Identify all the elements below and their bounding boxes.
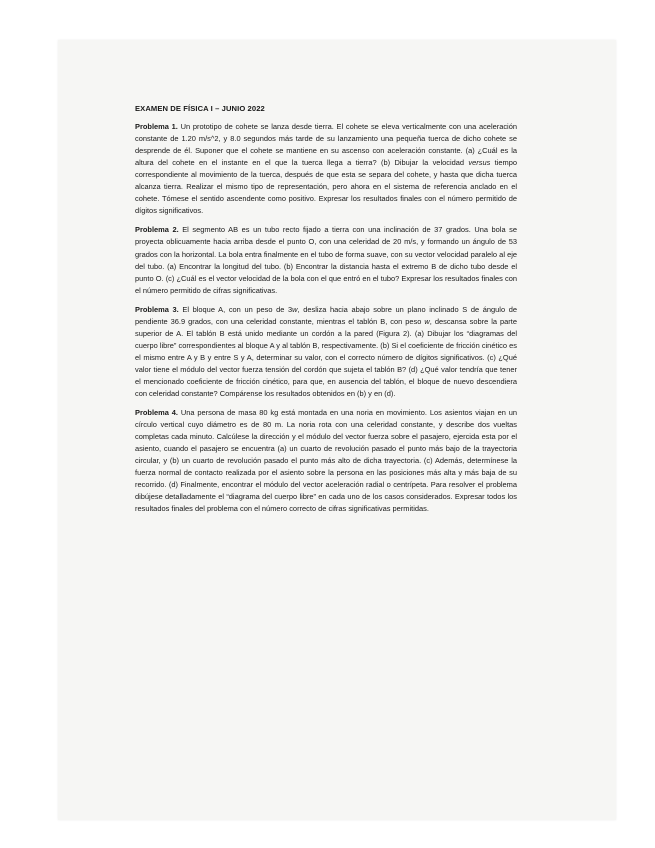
exam-content [135,103,517,523]
problem-2-label: Problema 2. [135,225,179,235]
problem-3-text-b: , desliza hacia abajo sobre un plano inclinado S de ángulo de pendiente 36.9 grados, con una celeridad constante, mientras el tablón B, con peso [135,304,517,326]
exam-title: EXAMEN DE FÍSICA I – JUNIO 2022 [135,104,265,113]
problem-1-text-a: Un prototipo de cohete se lanza desde tierra. El cohete se eleva verticalmente con una aceleración constante de 1.20 m/s^2, y 8.0 segundos más tarde de su lanzamiento una pequeña tuerca de dicho cohete se desprende de él. Suponer que el cohete se mantiene en su ascenso con aceleración constante. (a) ¿Cuál es la altura del cohete en el instante en el que la tuerca llega a tierra? (b) Dibujar la velocidad [135,122,517,168]
problem-4-text: Una persona de masa 80 kg está montada en una noria en movimiento. Los asientos viajan en un círculo vertical cuyo diámetro es de 80 m. La noria rota con una celeridad constante, y describe dos vueltas completas cada minuto. Calcúlese la dirección y el módulo del vector fuerza sobre el pasajero, ejercida esta por el asiento, cuando el pasajero se encuentra (a) un cuarto de revolución pasado el punto más bajo de la trayectoria circular, y (b) un cuarto de revolución pasado el punto más alto de dicha trayectoria. (c) Además, determínese la fuerza normal de contacto realizada por el asiento sobre la persona en las posiciones más alta y más baja de su recorrido. (d) Finalmente, encontrar el módulo del vector aceleración radial o centrípeta. Para resolver el problema dibújese detalladamente el “diagrama del cuerpo libre” en cada uno de los casos considerados. Expresar todos los resultados finales del problema con el número correcto de cifras significativas permitidas. [135,408,517,514]
problem-3-italic-a: w [292,304,298,314]
problem-4 [135,407,517,515]
problem-1 [135,121,517,217]
problem-4-label: Problema 4. [135,408,178,418]
problem-3-text-c: , descansa sobre la parte superior de A. El tablón B está unido mediante un cordón a la pared (Figura 2). (a) Dibujar los “diagramas del cuerpo libre” correspondientes al bloque A y al tablón B, respectivamente. (b) Si el coeficiente de fricción cinético es el mismo entre A y B y entre S y A, determinar su valor, con el correcto número de dígitos significativos. (c) ¿Qué valor tiene el módulo del vector fuerza tensión del cordón que sujeta el tablón B? (d) ¿Qué valor tendría que tener el mencionado coeficiente de fricción cinético, para que, en ausencia del tablón, el bloque de nuevo descendiera con celeridad constante? Compárense los resultados obtenidos en (b) y en (d). [135,316,517,399]
problem-1-label: Problema 1. [135,122,178,132]
problem-1-italic: versus [468,158,491,168]
problem-1-text-b: tiempo correspondiente al movimiento de la tuerca, después de que esta se separa del cohete, y hasta que dicha tuerca alcanza tierra. Realizar el mismo tipo de representación, pero ahora en el sistema de referencia anclado en el cohete. Tómese el sentido ascendente como positivo. Expresar los resultados finales con el número permitido de dígitos significativos. [135,158,517,216]
problem-3-text-a: El bloque A, con un peso de 3 [178,304,293,314]
problem-3-italic-b: w [424,316,430,326]
problem-3 [135,304,517,400]
problem-3-label: Problema 3. [135,304,179,314]
problem-2 [135,224,517,296]
problem-2-text: El segmento AB es un tubo recto fijado a tierra con una inclinación de 37 grados. Una bola se proyecta oblicuamente hacia arriba desde el punto O, con una celeridad de 20 m/s, y formando un ángulo de 53 grados con la horizontal. La bola entra finalmente en el tubo de forma suave, con su vector velocidad paralelo al eje del tubo. (a) Encontrar la longitud del tubo. (b) Encontrar la distancia hasta el extremo B de dicho tubo desde el punto O. (c) ¿Cuál es el vector velocidad de la bola con el que entró en el tubo? Expresar los resultados finales con el número permitido de cifras significativas. [135,225,517,295]
